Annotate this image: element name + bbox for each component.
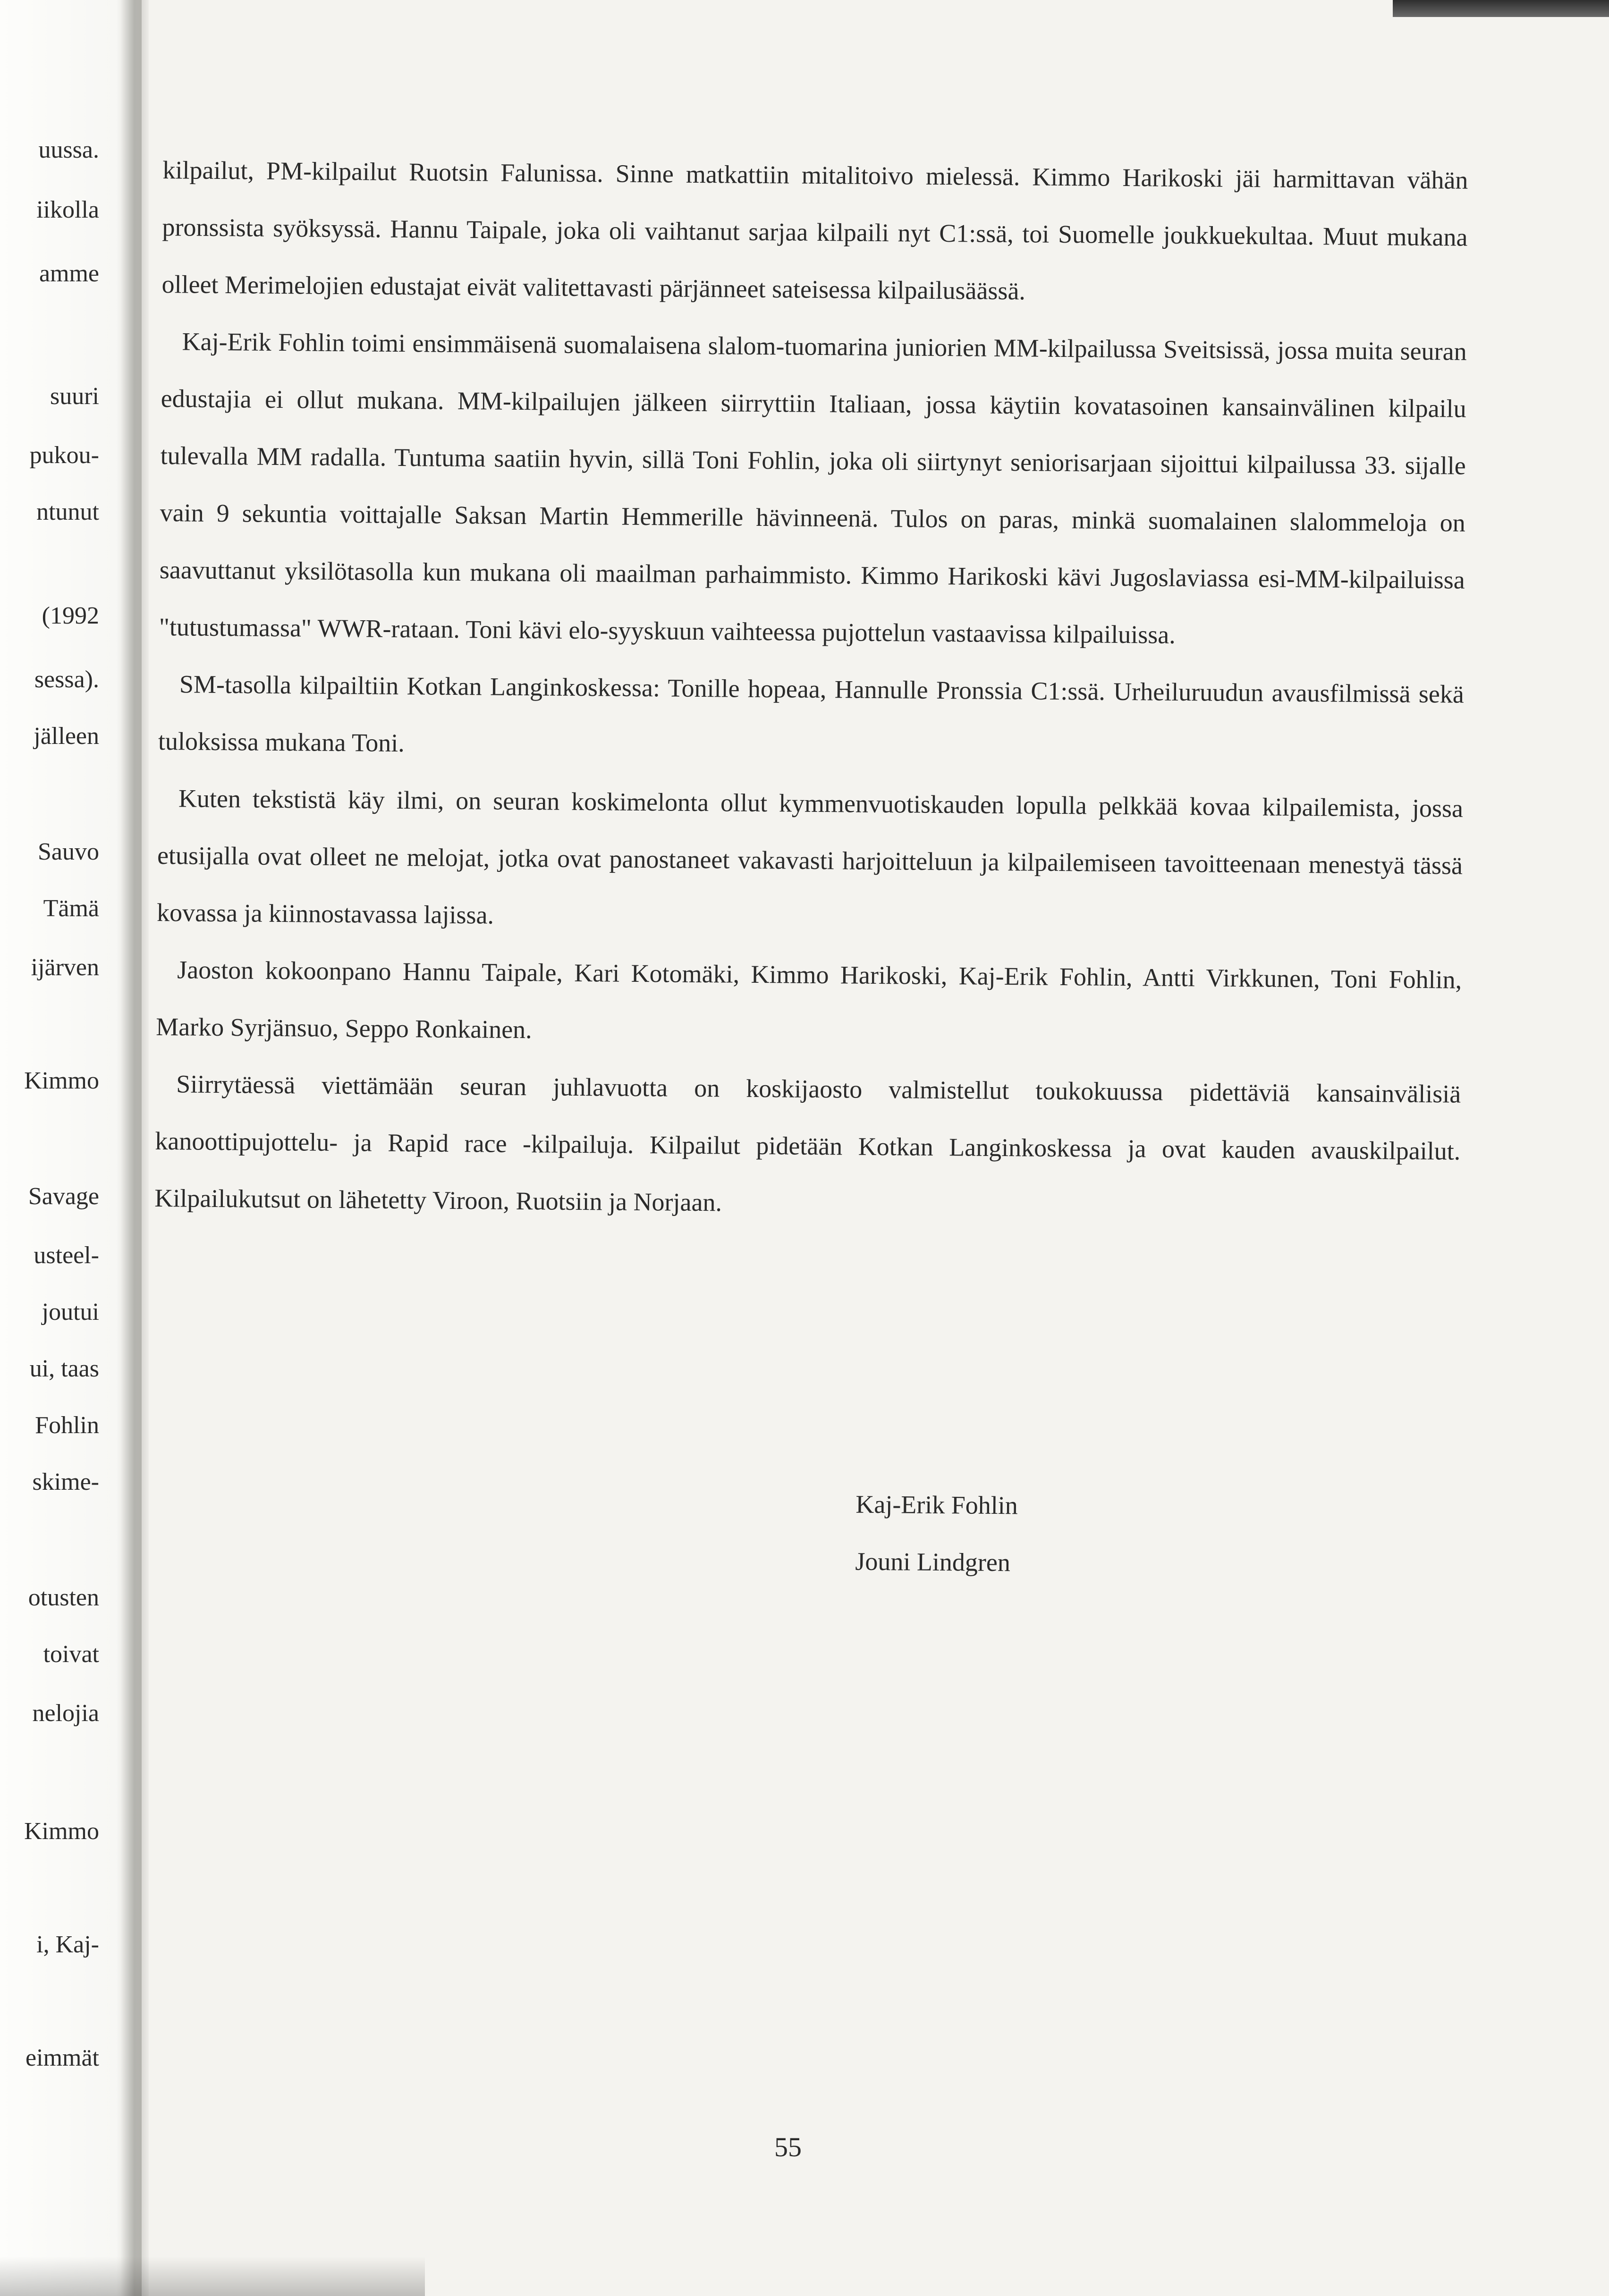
paragraph: Jaoston kokoonpano Hannu Taipale, Kari Kotomäki, Kimmo Harikoski, Kaj-Erik Fohlin, Antti Virkkunen, Toni Fohlin, Marko Syrjänsuo, Seppo Ronkainen. bbox=[156, 955, 1462, 1044]
fragment-line: otusten bbox=[28, 1584, 99, 1611]
fragment-line: i, Kaj- bbox=[36, 1931, 99, 1958]
binding-shadow bbox=[120, 0, 149, 2296]
signature-name: Kaj-Erik Fohlin bbox=[855, 1490, 1018, 1520]
paragraph: Kaj-Erik Fohlin toimi ensimmäisenä suomalaisena slalom-tuomarina juniorien MM-kilpailussa Sveitsissä, jossa muita seuran edustajia ei ollut mukana. MM-kilpailujen jälkeen siirryttiin Italiaan, jossa käytiin kovatasoinen kansainvälinen kilpailu tulevalla MM radalla. Tuntuma saatiin hyvin, sillä Toni Fohlin, joka oli siirtynyt seniorisarjaan sijoittui kilpailussa 33. sijalle vain 9 sekuntia voittajalle Saksan Martin Hemmerille hävinneenä. Tulos on paras, minkä suomalainen slalommeloja on saavuttanut yksilötasolla kun mukana oli maailman parhaimmisto. Kimmo Harikoski kävi Jugoslaviassa esi-MM-kilpailuissa "tutustumassa" WWR-rataan. Toni kävi elo-syyskuun vaihteessa pujottelun vastaavissa kilpailuissa. bbox=[159, 327, 1467, 649]
scan-edge bbox=[1393, 0, 1609, 17]
fragment-line: skime- bbox=[32, 1469, 99, 1495]
fragment-line: nelojia bbox=[32, 1700, 99, 1727]
fragment-line: suuri bbox=[50, 383, 99, 410]
fragment-line: ui, taas bbox=[29, 1355, 99, 1382]
fragment-line: jälleen bbox=[34, 723, 99, 750]
fragment-line: ijärven bbox=[31, 954, 99, 981]
fragment-line: Sauvo bbox=[38, 838, 99, 865]
fragment-line: Kimmo bbox=[24, 1818, 99, 1845]
fragment-line: amme bbox=[39, 260, 99, 287]
fragment-line: Savage bbox=[28, 1183, 99, 1210]
fragment-line: Kimmo bbox=[24, 1067, 99, 1094]
fragment-line: iikolla bbox=[36, 196, 99, 223]
fragment-line: (1992 bbox=[42, 602, 99, 629]
fragment-line: usteel- bbox=[34, 1242, 99, 1269]
fragment-line: sessa). bbox=[34, 666, 99, 693]
paragraph: SM-tasolla kilpailtiin Kotkan Langinkoskessa: Tonille hopeaa, Hannulle Pronssia C1:ssä. Urheiluruudun avausfilmissä sekä tuloksissa mukana Toni. bbox=[158, 670, 1465, 758]
page-body bbox=[154, 142, 1468, 1577]
fragment-line: uussa. bbox=[38, 136, 99, 163]
paragraph: kilpailut, PM-kilpailut Ruotsin Falunissa. Sinne matkattiin mitalitoivo mielessä. Kimmo Harikoski jäi harmittavan vähän pronssista syöksyssä. Hannu Taipale, joka oli vaihtanut sarjaa kilpaili nyt C1:ssä, toi Suomelle joukkuekultaa. Muut mukana olleet Merimelojien edustajat eivät valitettavasti pärjänneet sateisessa kilpailusäässä. bbox=[161, 155, 1468, 305]
paragraph: Siirrytäessä viettämään seuran juhlavuotta on koskijaosto valmistellut toukokuussa pidettäviä kansainvälisiä kanoottipujottelu- ja Rapid race -kilpailuja. Kilpailut pidetään Kotkan Langinkoskessa ja ovat kauden avauskilpailut. Kilpailukutsut on lähetetty Viroon, Ruotsiin ja Norjaan. bbox=[154, 1070, 1461, 1217]
fragment-line: Tämä bbox=[43, 895, 99, 922]
fragment-line: eimmät bbox=[25, 2044, 99, 2071]
page-number: 55 bbox=[774, 2132, 802, 2162]
fragment-line: pukou- bbox=[29, 442, 99, 469]
paragraph: Kuten tekstistä käy ilmi, on seuran koskimelonta ollut kymmenvuotiskauden lopulla pelkkää kovaa kilpailemista, jossa etusijalla ovat olleet ne melojat, jotka ovat panostaneet vakavasti harjoitteluun ja kilpailemiseen tavoitteenaan menestyä tässä kovassa ja kiinnostavassa lajissa. bbox=[156, 784, 1464, 929]
fragment-line: joutui bbox=[42, 1299, 99, 1325]
fragment-line: ntunut bbox=[36, 498, 99, 525]
signature-name: Jouni Lindgren bbox=[855, 1547, 1011, 1577]
fragment-line: toivat bbox=[43, 1641, 99, 1668]
signature-block bbox=[855, 1476, 1018, 1592]
facing-page-text-fragments bbox=[0, 0, 99, 2296]
fragment-line: Fohlin bbox=[35, 1412, 99, 1439]
